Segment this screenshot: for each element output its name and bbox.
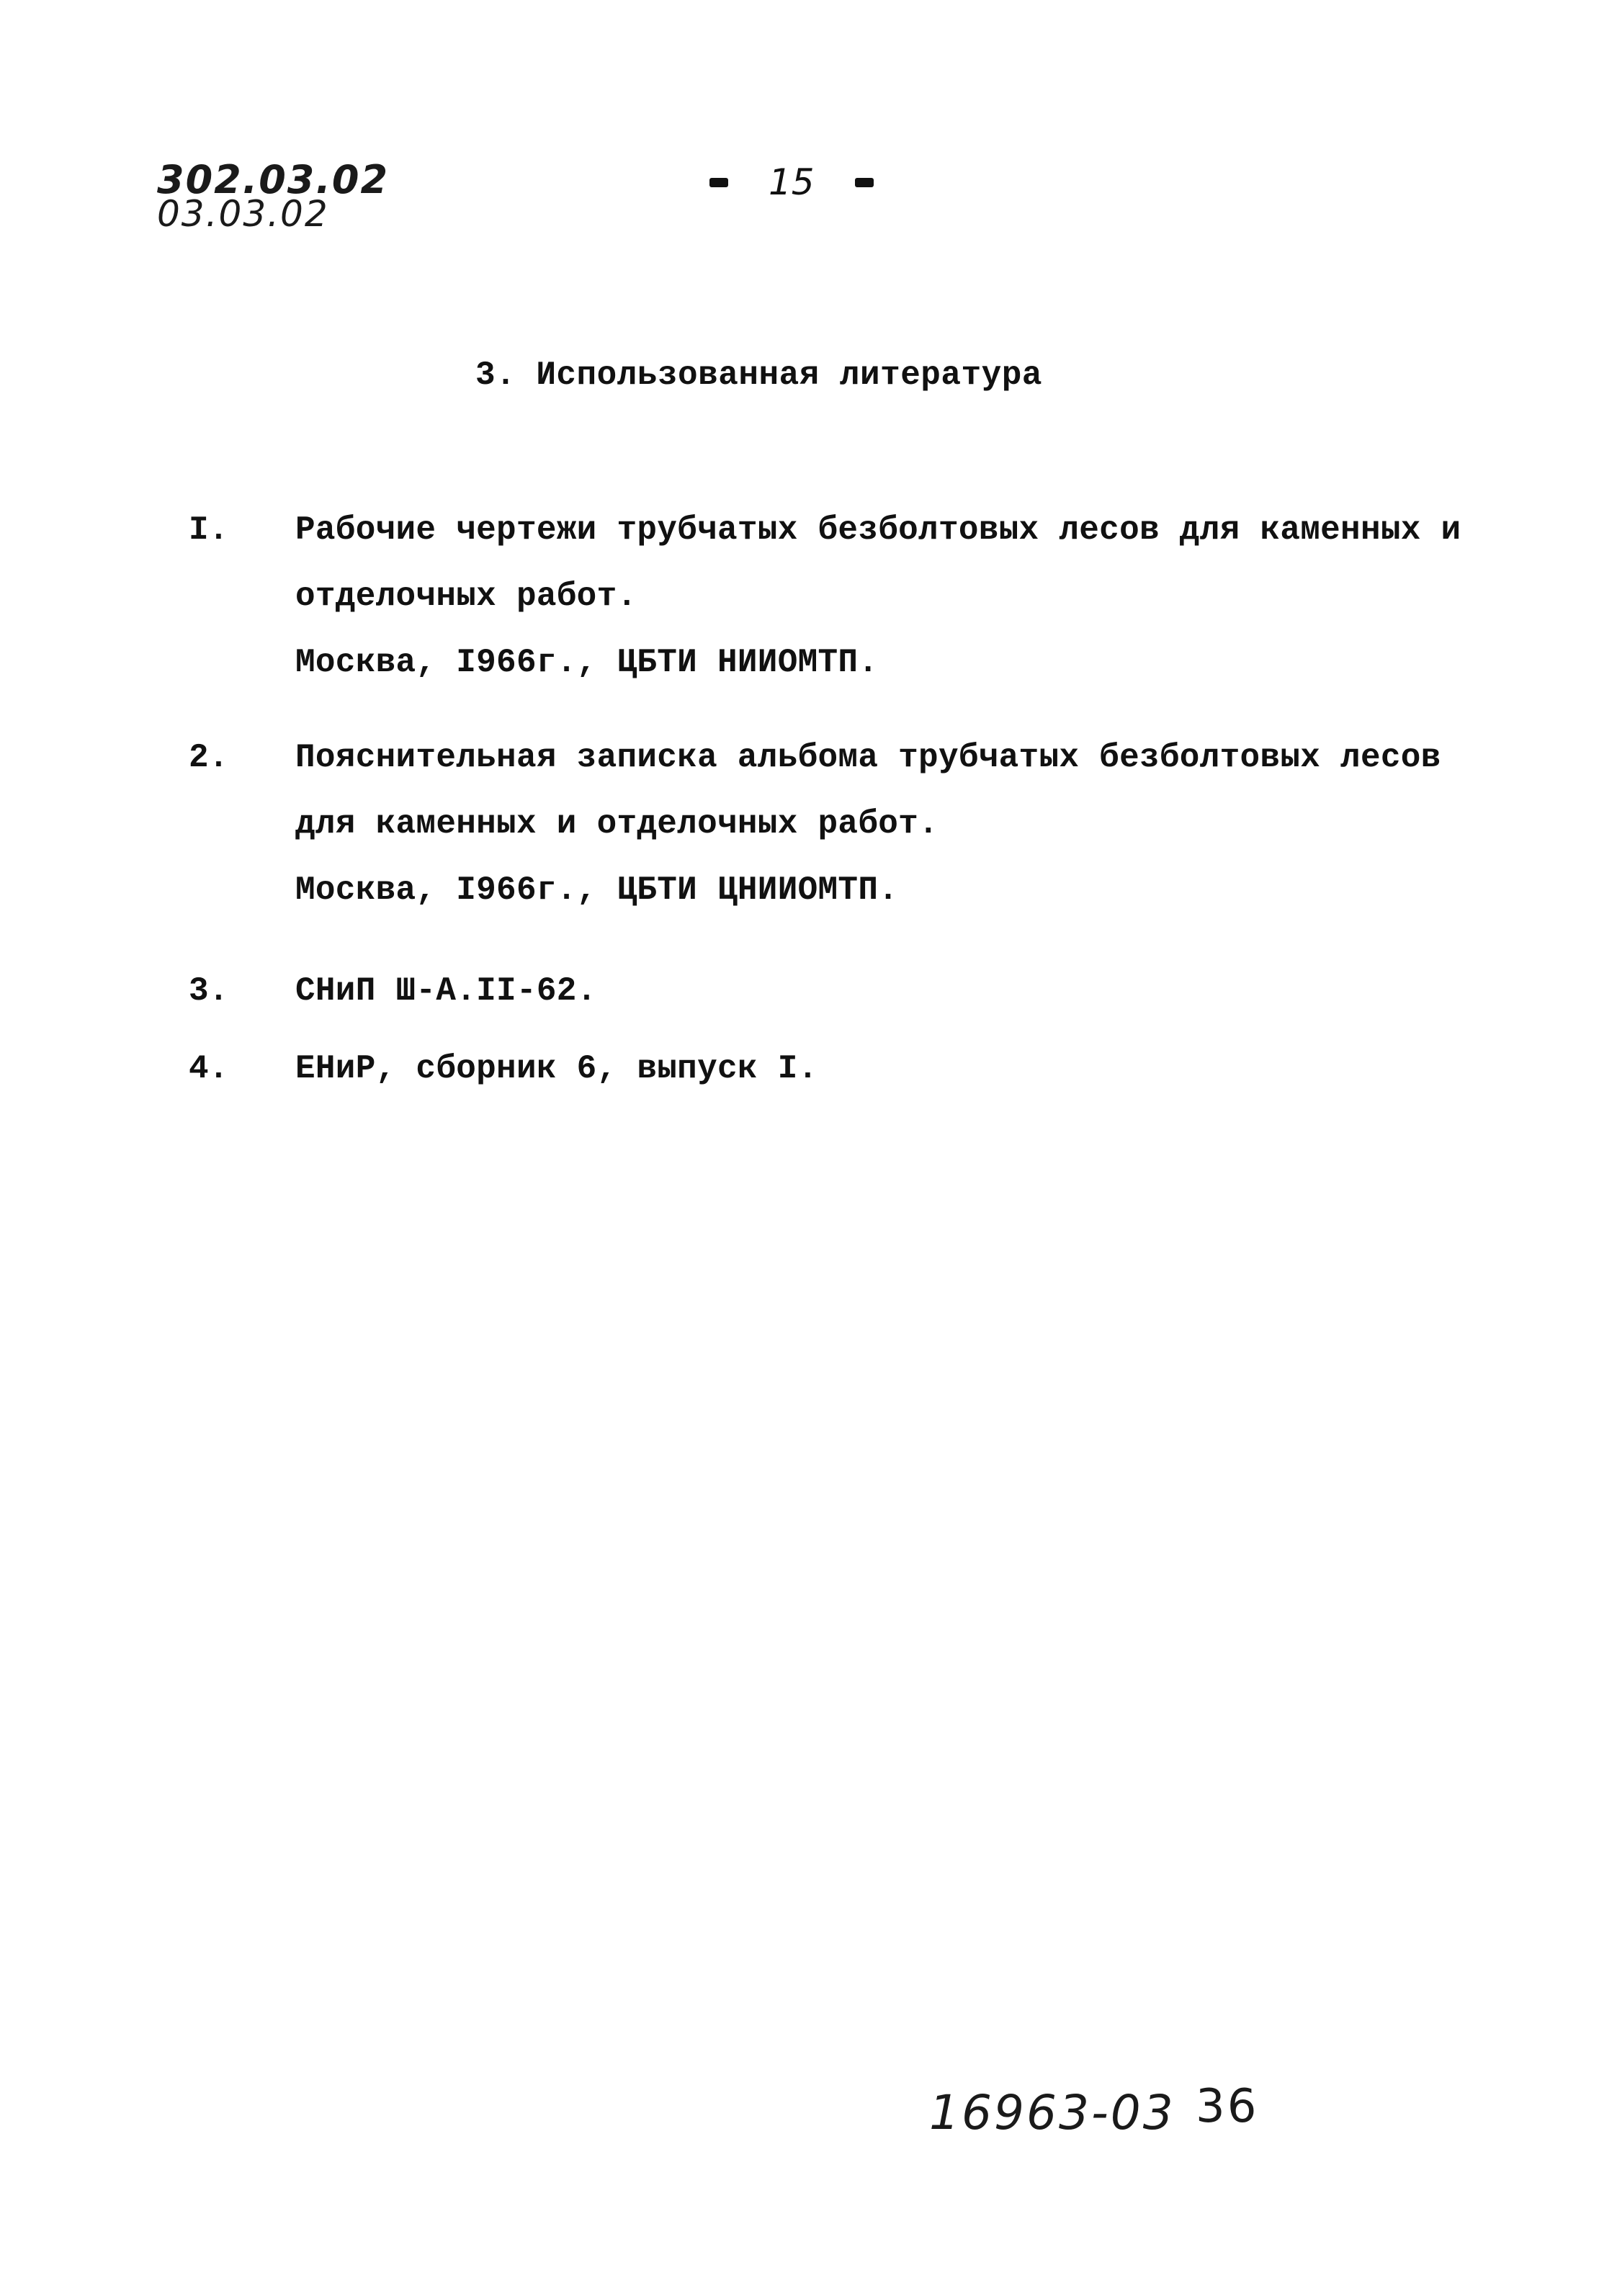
reference-item-4 xyxy=(189,1030,1478,1108)
reference-line: Москва, I966г., ЦБТИ НИИОМТП. xyxy=(295,644,879,681)
dash-right-icon xyxy=(855,178,874,187)
reference-number: I. xyxy=(189,511,229,549)
footer-document-code: 16963-03 xyxy=(929,2085,1175,2140)
reference-line: Рабочие чертежи трубчатых безболтовых лесов для каменных и xyxy=(295,511,1461,549)
reference-text xyxy=(295,725,1478,923)
reference-number: 4. xyxy=(189,1050,229,1088)
reference-line: отделочных работ. xyxy=(295,578,637,615)
footer-sheet-number: 36 xyxy=(1196,2080,1259,2133)
reference-item-1 xyxy=(189,497,1478,696)
reference-line: СНиП Ш-А.II-62. xyxy=(295,972,597,1010)
reference-line: Москва, I966г., ЦБТИ ЦНИИОМТП. xyxy=(295,871,899,909)
reference-text xyxy=(295,1030,1478,1108)
document-code-line-1: 302.03.02 xyxy=(157,157,390,202)
reference-text xyxy=(295,952,1478,1030)
document-code-line-2: 03.03.02 xyxy=(157,193,329,235)
reference-item-2 xyxy=(189,725,1478,923)
reference-line: для каменных и отделочных работ. xyxy=(295,805,939,843)
reference-list xyxy=(189,497,1478,1108)
section-title: 3. Использованная литература xyxy=(475,356,1042,394)
reference-line: Пояснительная записка альбома трубчатых безболтовых лесов xyxy=(295,739,1441,776)
reference-number: 2. xyxy=(189,739,229,776)
page-number-row xyxy=(709,161,874,203)
reference-line: ЕНиР, сборник 6, выпуск I. xyxy=(295,1050,818,1088)
dash-left-icon xyxy=(709,178,728,187)
reference-number: 3. xyxy=(189,972,229,1010)
reference-item-3 xyxy=(189,952,1478,1030)
page-number: 15 xyxy=(769,161,815,203)
reference-text xyxy=(295,497,1478,696)
